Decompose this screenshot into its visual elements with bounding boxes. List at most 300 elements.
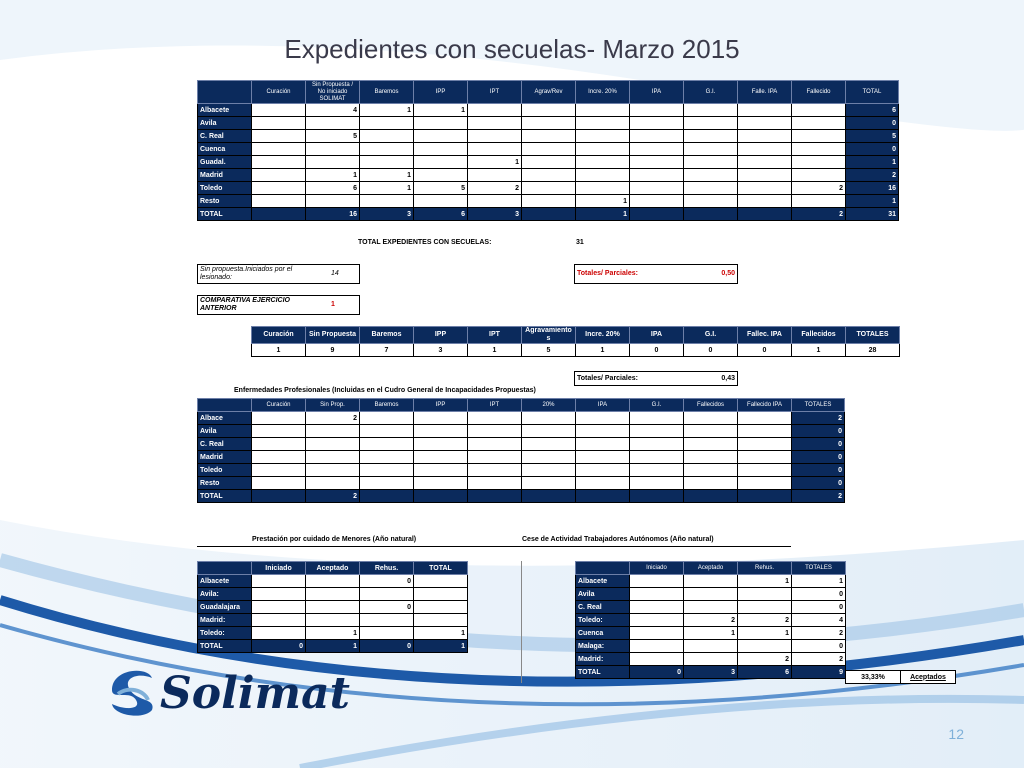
cell: [306, 464, 360, 477]
column-header: Rehus.: [738, 562, 792, 575]
cell: [360, 425, 414, 438]
cell: [738, 451, 792, 464]
total-label: TOTAL: [198, 640, 252, 653]
totales-parciales-box: [574, 264, 738, 284]
cell: [684, 438, 738, 451]
cell: [630, 601, 684, 614]
total-cell: 0: [360, 640, 414, 653]
cell: [684, 130, 738, 143]
cell: [360, 412, 414, 425]
cell: 2: [738, 614, 792, 627]
cell: [468, 169, 522, 182]
column-header: Iniciado: [630, 562, 684, 575]
totales-parciales-label: Totales/ Parciales:: [577, 270, 638, 277]
cell: [522, 117, 576, 130]
table-row: [198, 601, 468, 614]
sin-propuesta-box: [197, 264, 360, 284]
cell: [252, 601, 306, 614]
comparativa-box: [197, 295, 360, 315]
total-cell: 16: [306, 208, 360, 221]
column-header: Agrav/Rev: [522, 81, 576, 104]
comparativa-value: 1: [331, 301, 335, 308]
table-row: [576, 601, 846, 614]
row-label: Toledo:: [198, 627, 252, 640]
column-header: Aceptado: [306, 562, 360, 575]
table-row: [252, 344, 900, 357]
total-label: TOTAL: [576, 666, 630, 679]
cell: [306, 425, 360, 438]
cell: [306, 117, 360, 130]
total-cell: [738, 208, 792, 221]
column-header: Fallecido: [792, 81, 846, 104]
total-cell: 3: [468, 208, 522, 221]
total-cell: 9: [792, 666, 846, 679]
table-row: [198, 130, 899, 143]
autonomos-table: [575, 561, 846, 679]
cell: [576, 169, 630, 182]
cell: [738, 464, 792, 477]
total-cell: [684, 490, 738, 503]
cell: [684, 601, 738, 614]
total-cell: [738, 490, 792, 503]
cell: [630, 117, 684, 130]
column-header: IPP: [414, 399, 468, 412]
cell: [630, 464, 684, 477]
cell: [306, 451, 360, 464]
cell: 6: [846, 104, 899, 117]
cell: [468, 104, 522, 117]
cell: [252, 627, 306, 640]
cell: 1: [306, 169, 360, 182]
total-cell: 6: [414, 208, 468, 221]
column-header: Fallecidos: [792, 327, 846, 344]
total-cell: 2: [792, 208, 846, 221]
cell: 2: [738, 653, 792, 666]
column-header: Baremos: [360, 399, 414, 412]
cell: [684, 182, 738, 195]
column-header: TOTALES: [846, 327, 900, 344]
total-cell: [414, 490, 468, 503]
cell: 3: [414, 344, 468, 357]
row-label: Madrid: [198, 169, 252, 182]
column-header: G.I.: [630, 399, 684, 412]
cell: [738, 104, 792, 117]
cell: 4: [792, 614, 846, 627]
cell: [252, 464, 306, 477]
cell: 1: [252, 344, 306, 357]
column-header: TOTALES: [792, 562, 846, 575]
row-label: Toledo: [198, 182, 252, 195]
total-cell: 2: [306, 490, 360, 503]
cell: [522, 451, 576, 464]
cell: 1: [414, 627, 468, 640]
total-cell: [252, 490, 306, 503]
total-cell: 1: [414, 640, 468, 653]
cell: [630, 425, 684, 438]
table-row: [198, 169, 899, 182]
total-cell: [252, 208, 306, 221]
cell: [522, 156, 576, 169]
total-cell: 1: [576, 208, 630, 221]
cell: [360, 130, 414, 143]
cell: [360, 195, 414, 208]
cell: 2: [792, 627, 846, 640]
cell: [630, 104, 684, 117]
cell: [576, 438, 630, 451]
cell: [252, 425, 306, 438]
header-row: [252, 327, 900, 344]
cell: 9: [306, 344, 360, 357]
cell: [738, 412, 792, 425]
cell: [306, 438, 360, 451]
table-row: [198, 143, 899, 156]
cell: 0: [846, 143, 899, 156]
cell: 5: [306, 130, 360, 143]
table-row: [576, 640, 846, 653]
table-row: [198, 425, 845, 438]
cell: [630, 169, 684, 182]
cell: [522, 438, 576, 451]
cell: 5: [522, 344, 576, 357]
total-row: [198, 208, 899, 221]
cell: 0: [792, 451, 845, 464]
cell: [630, 143, 684, 156]
column-header: Sin Propuesta: [306, 327, 360, 344]
cell: [414, 143, 468, 156]
cell: [414, 614, 468, 627]
cell: [468, 117, 522, 130]
total-cell: [630, 490, 684, 503]
table-row: [198, 156, 899, 169]
cell: [414, 464, 468, 477]
column-header: IPP: [414, 327, 468, 344]
row-label: Guadalajara: [198, 601, 252, 614]
cell: [576, 412, 630, 425]
cell: [630, 130, 684, 143]
row-label: Avila: [576, 588, 630, 601]
brand-text: Solimat: [160, 668, 350, 719]
column-header: TOTALES: [792, 399, 845, 412]
cell: [576, 130, 630, 143]
total-cell: [630, 208, 684, 221]
row-label: Avila: [198, 425, 252, 438]
row-label: Toledo: [198, 464, 252, 477]
cell: [630, 640, 684, 653]
column-header: G.I.: [684, 81, 738, 104]
sin-propuesta-value: 14: [331, 270, 339, 277]
column-header: Fallecido IPA: [738, 399, 792, 412]
table-row: [198, 104, 899, 117]
total-expedientes-value: 31: [576, 239, 584, 246]
cell: [360, 451, 414, 464]
column-header: IPA: [630, 327, 684, 344]
column-header: Curación: [252, 327, 306, 344]
cell: [306, 143, 360, 156]
column-header: [198, 399, 252, 412]
cell: [522, 182, 576, 195]
aceptados-box: [845, 670, 956, 684]
cell: [252, 412, 306, 425]
menores-table: [197, 561, 468, 653]
header-row: [198, 399, 845, 412]
row-label: Albacete: [576, 575, 630, 588]
row-label: Cuenca: [576, 627, 630, 640]
main-table: [197, 80, 899, 221]
cell: 1: [846, 156, 899, 169]
column-header: [198, 562, 252, 575]
cell: [576, 117, 630, 130]
cell: [738, 640, 792, 653]
cell: 1: [576, 344, 630, 357]
column-header: Fallecidos: [684, 399, 738, 412]
column-header: Iniciado: [252, 562, 306, 575]
cell: [306, 156, 360, 169]
cell: 1: [468, 344, 522, 357]
cell: [252, 451, 306, 464]
cell: 2: [468, 182, 522, 195]
total-cell: [522, 208, 576, 221]
cell: [414, 195, 468, 208]
header-row: [576, 562, 846, 575]
page-number: 12: [948, 726, 964, 742]
cell: [414, 588, 468, 601]
cell: [630, 653, 684, 666]
table-row: [576, 588, 846, 601]
cell: [522, 464, 576, 477]
cell: 5: [414, 182, 468, 195]
cell: 1: [306, 627, 360, 640]
total-cell: 3: [360, 208, 414, 221]
cell: [306, 477, 360, 490]
cell: [414, 477, 468, 490]
cell: [630, 614, 684, 627]
cell: [252, 117, 306, 130]
cell: [684, 156, 738, 169]
cell: [306, 575, 360, 588]
cell: [522, 169, 576, 182]
comparativa-table: [251, 326, 900, 357]
row-label: Malaga:: [576, 640, 630, 653]
aceptados-pct: 33,33%: [846, 671, 901, 684]
cell: 0: [360, 601, 414, 614]
row-label: Cuenca: [198, 143, 252, 156]
cell: [468, 464, 522, 477]
cell: [738, 601, 792, 614]
row-label: C. Real: [576, 601, 630, 614]
cell: 0: [738, 344, 792, 357]
cell: [738, 182, 792, 195]
cell: [522, 425, 576, 438]
cell: 1: [846, 195, 899, 208]
cell: [468, 195, 522, 208]
cell: 2: [846, 169, 899, 182]
cell: [360, 143, 414, 156]
cell: 7: [360, 344, 414, 357]
table-row: [198, 575, 468, 588]
row-label: Resto: [198, 195, 252, 208]
table-row: [198, 451, 845, 464]
cell: [792, 130, 846, 143]
cell: [576, 425, 630, 438]
cell: [252, 143, 306, 156]
row-label: C. Real: [198, 130, 252, 143]
cell: [792, 143, 846, 156]
cell: [360, 588, 414, 601]
row-label: Madrid: [198, 451, 252, 464]
comparativa-label: COMPARATIVA EJERCICIO ANTERIOR: [200, 297, 290, 312]
column-divider: [521, 561, 522, 683]
cell: [576, 464, 630, 477]
cell: [360, 614, 414, 627]
column-header: [198, 81, 252, 104]
cell: [522, 143, 576, 156]
cell: [738, 477, 792, 490]
cell: [252, 575, 306, 588]
cell: [306, 195, 360, 208]
cell: [630, 195, 684, 208]
column-header: Agravamiento s: [522, 327, 576, 344]
total-cell: 6: [738, 666, 792, 679]
cell: [414, 425, 468, 438]
cell: [738, 143, 792, 156]
cell: 2: [792, 412, 845, 425]
cell: [630, 438, 684, 451]
cell: [468, 130, 522, 143]
cell: 0: [360, 575, 414, 588]
cell: [414, 601, 468, 614]
cell: 1: [792, 344, 846, 357]
cell: 0: [684, 344, 738, 357]
enfermedades-table: [197, 398, 845, 503]
totales-parciales-value: 0,50: [721, 270, 735, 277]
cell: [738, 588, 792, 601]
column-header: Rehus.: [360, 562, 414, 575]
cell: [738, 425, 792, 438]
column-header: Incre. 20%: [576, 327, 630, 344]
cell: 2: [306, 412, 360, 425]
cell: [252, 130, 306, 143]
cell: [738, 438, 792, 451]
table-row: [198, 588, 468, 601]
header-row: [198, 81, 899, 104]
table-row: [576, 627, 846, 640]
cell: [792, 156, 846, 169]
row-label: Albacete: [198, 575, 252, 588]
cell: [306, 601, 360, 614]
cell: 1: [792, 575, 846, 588]
cell: [738, 117, 792, 130]
cell: 28: [846, 344, 900, 357]
table-row: [198, 477, 845, 490]
cell: 1: [738, 627, 792, 640]
cell: [522, 130, 576, 143]
cell: [252, 614, 306, 627]
cell: [792, 117, 846, 130]
cell: [630, 451, 684, 464]
menores-title: Prestación por cuidado de Menores (Año natural): [252, 536, 417, 543]
cell: [306, 588, 360, 601]
cell: [468, 143, 522, 156]
cell: 1: [684, 627, 738, 640]
cell: [468, 412, 522, 425]
cell: [360, 464, 414, 477]
totales-parciales2-label: Totales/ Parciales:: [577, 375, 638, 382]
total-cell: 3: [684, 666, 738, 679]
cell: [684, 169, 738, 182]
column-header: Curación: [252, 81, 306, 104]
total-cell: [468, 490, 522, 503]
total-cell: 0: [252, 640, 306, 653]
cell: 0: [792, 438, 845, 451]
table-row: [198, 438, 845, 451]
total-cell: 1: [306, 640, 360, 653]
row-label: Resto: [198, 477, 252, 490]
cell: [414, 117, 468, 130]
cell: 0: [792, 640, 846, 653]
column-header: IPA: [630, 81, 684, 104]
cell: [414, 438, 468, 451]
table-row: [576, 653, 846, 666]
cell: [522, 412, 576, 425]
column-header: TOTAL: [846, 81, 899, 104]
cell: [468, 477, 522, 490]
total-cell: 0: [630, 666, 684, 679]
table-row: [198, 117, 899, 130]
row-label: Madrid:: [576, 653, 630, 666]
cell: [576, 104, 630, 117]
column-header: Baremos: [360, 327, 414, 344]
cell: [468, 438, 522, 451]
table-row: [198, 464, 845, 477]
aceptados-label: Aceptados: [901, 671, 956, 684]
column-header: IPT: [468, 81, 522, 104]
cell: 16: [846, 182, 899, 195]
cell: [630, 575, 684, 588]
cell: 2: [792, 182, 846, 195]
column-header: Incre. 20%: [576, 81, 630, 104]
column-header: Sin Propuesta / No iniciado SOLIMAT: [306, 81, 360, 104]
cell: [252, 156, 306, 169]
total-label: TOTAL: [198, 490, 252, 503]
cell: [684, 412, 738, 425]
cell: 0: [792, 425, 845, 438]
cell: [684, 104, 738, 117]
cell: [684, 195, 738, 208]
cell: [684, 143, 738, 156]
column-header: IPP: [414, 81, 468, 104]
cell: [576, 477, 630, 490]
cell: [630, 627, 684, 640]
total-row: [198, 640, 468, 653]
cell: [252, 477, 306, 490]
total-cell: 31: [846, 208, 899, 221]
cell: [630, 588, 684, 601]
cell: [630, 412, 684, 425]
table-row: [576, 575, 846, 588]
cell: [252, 438, 306, 451]
cell: [792, 104, 846, 117]
table-row: [576, 614, 846, 627]
totales-parciales2-box: [574, 371, 738, 386]
total-cell: [576, 490, 630, 503]
cell: [252, 195, 306, 208]
cell: [360, 438, 414, 451]
cell: [360, 156, 414, 169]
cell: [684, 653, 738, 666]
cell: [414, 412, 468, 425]
column-header: 20%: [522, 399, 576, 412]
column-header: TOTAL: [414, 562, 468, 575]
